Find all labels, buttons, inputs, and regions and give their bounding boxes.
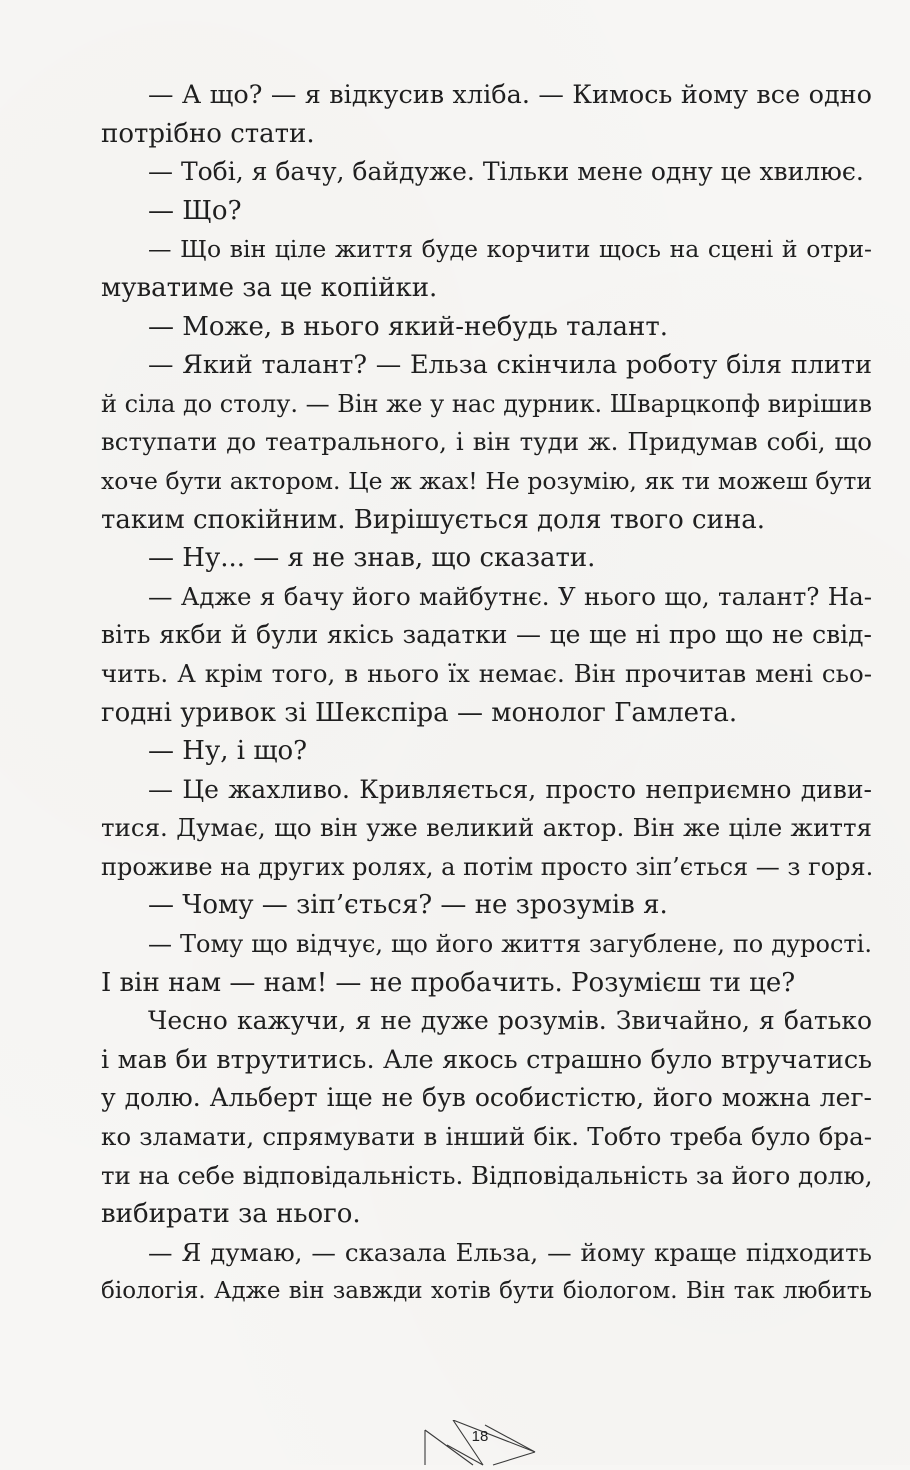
text-line: віть якби й були якісь задатки — це ще ні про що не свід- (101, 620, 872, 650)
text-line: ко зламати, спрямувати в інший бік. Тобто треба було бра- (101, 1122, 872, 1152)
page-body-text (101, 76, 872, 1311)
text-line: потрібно стати. (101, 118, 315, 149)
text-line: вступати до театрального, і він туди ж. Придумав собі, що (101, 427, 872, 457)
text-line: годні уривок зі Шекспіра — монолог Гамлета. (101, 697, 738, 728)
text-line: — Може, в нього який-небудь талант. (148, 311, 669, 342)
text-line: — Це жахливо. Кривляється, просто неприємно диви- (148, 774, 872, 804)
text-line: — Тобі, я бачу, байдуже. Тільки мене одну це хвилює. (148, 157, 864, 187)
text-line: ти на себе відповідальність. Відповідальність за його долю, (101, 1160, 873, 1190)
text-line: І він нам — нам! — не пробачить. Розумієш ти це? (101, 967, 796, 998)
text-line: — Що він ціле життя буде корчити щось на сцені й отри- (148, 235, 872, 264)
text-line: і мав би втрутитись. Але якось страшно було втручатись (101, 1044, 872, 1075)
text-line: — Тому що відчує, що його життя загублене, по дурості. (148, 930, 872, 959)
page-number: 18 (471, 1428, 489, 1445)
text-line: — А що? — я відкусив хліба. — Кимось йому все одно (148, 80, 872, 110)
page-footer (423, 1420, 537, 1470)
text-line: — Адже я бачу його майбутнє. У нього що, талант? На- (148, 581, 872, 611)
text-line: — Що? (148, 195, 242, 226)
text-line: чить. А крім того, в нього їх немає. Він прочитав мені сьо- (101, 658, 872, 688)
text-line: біологія. Адже він завжди хотів бути біологом. Він так любить (101, 1278, 872, 1305)
text-line: — Який талант? — Ельза скінчила роботу біля плити (148, 350, 872, 381)
text-line: у долю. Альберт іще не був особистістю, його можна лег- (101, 1083, 872, 1113)
text-line: проживе на других ролях, а потім просто зіп’ється — з горя. (101, 852, 874, 881)
text-line: — Чому — зіп’ється? — не зрозумів я. (148, 890, 668, 921)
text-line: — Я думаю, — сказала Ельза, — йому краще підходить (148, 1237, 872, 1267)
text-line: тися. Думає, що він уже великий актор. Він же ціле життя (101, 813, 872, 843)
text-line: хоче бути актором. Це ж жах! Не розумію, як ти можеш бути (101, 466, 872, 495)
text-line: муватиме за це копійки. (101, 272, 438, 303)
text-line: вибирати за нього. (101, 1199, 361, 1230)
text-line: Чесно кажучи, я не дуже розумів. Звичайно, я батько (148, 1006, 872, 1036)
text-line: — Ну... — я не знав, що сказати. (148, 543, 596, 574)
text-line: таким спокійним. Вирішується доля твого сина. (101, 504, 766, 535)
text-line: — Ну, і що? (148, 736, 308, 767)
text-line: й сіла до столу. — Він же у нас дурник. Шварцкопф вирішив (101, 389, 872, 418)
